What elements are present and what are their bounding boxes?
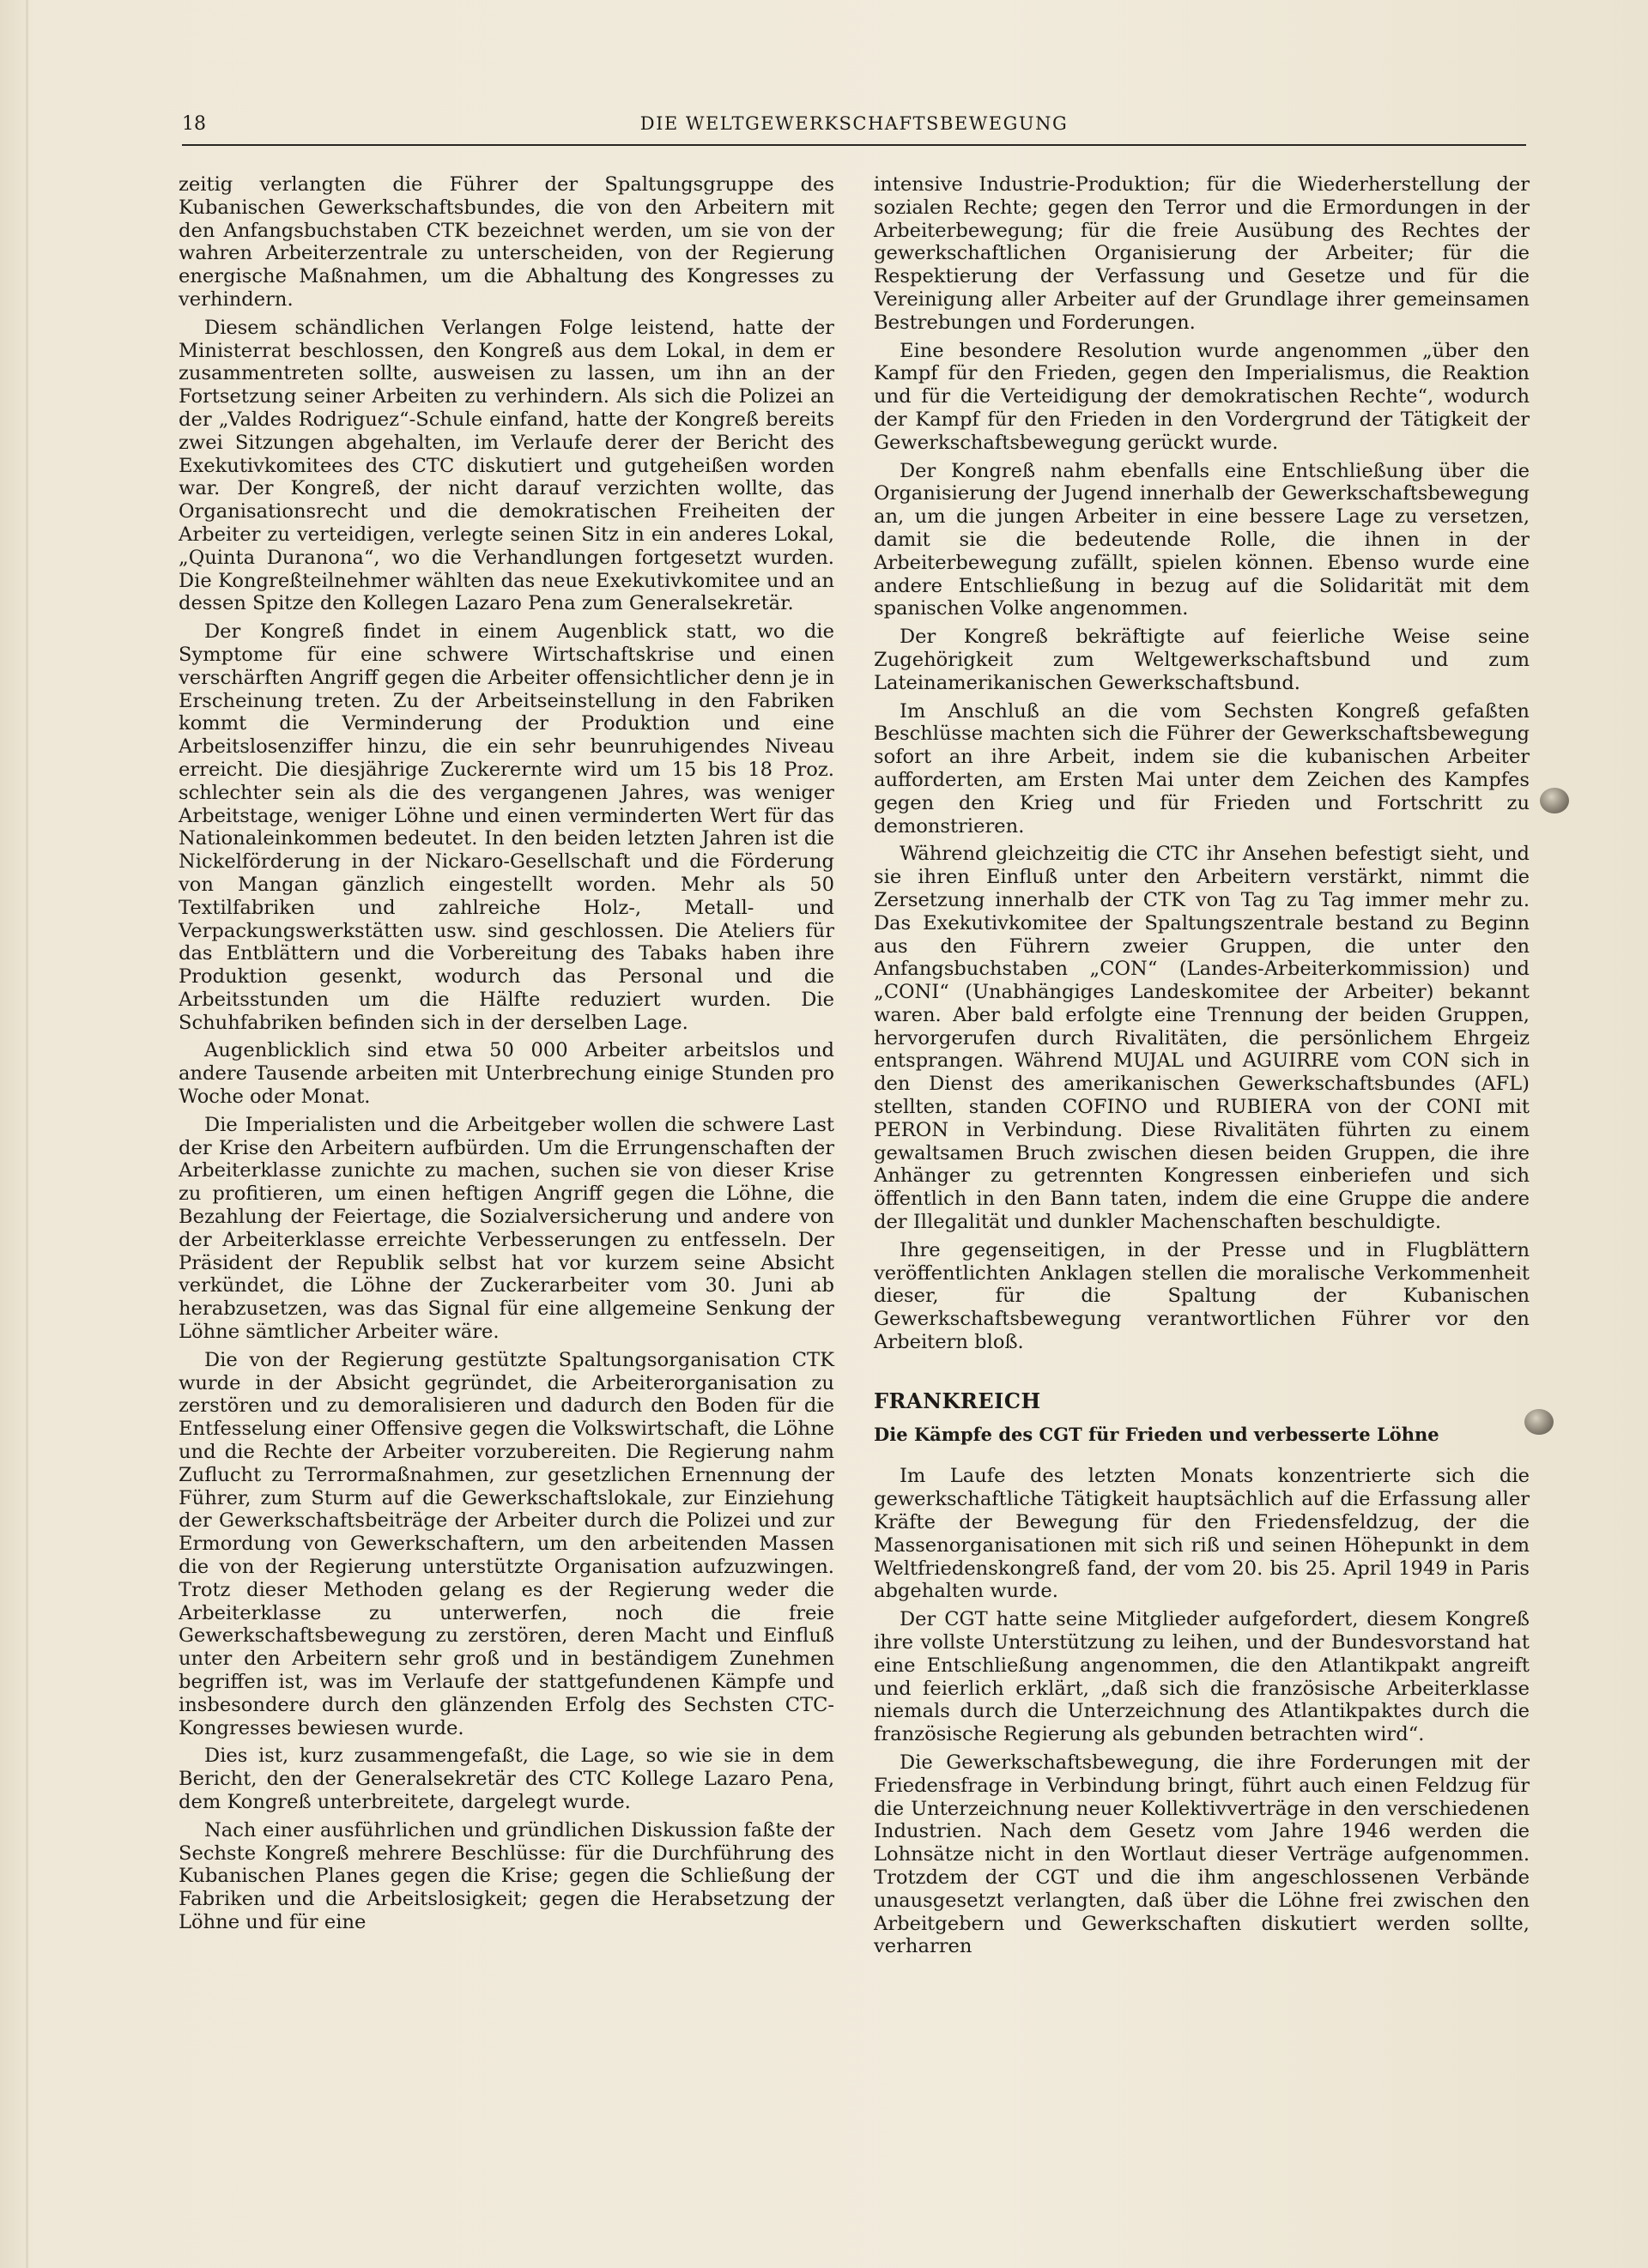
paragraph: Die von der Regierung gestützte Spaltungsorganisation CTK wurde in der Absicht gegründet, die Arbeiterorganisation zu zerstören und zu demoralisieren und dadurch den Boden für die Entfesselung einer Offensive gegen die Volkswirtschaft, die Löhne und die Rechte der Arbeiter vorzubereiten. Die Regierung nahm Zuflucht zu Terrormaßnahmen, zur gesetzlichen Ernennung der Führer, zum Sturm auf die Gewerkschaftslokale, zur Einziehung der Gewerkschaftsbeiträge der Arbeiter durch die Polizei und zur Ermordung von Gewerkschaftern, um den arbeitenden Massen die von der Regierung unterstützte Organisation aufzuzwingen. Trotz dieser Methoden gelang es der Regierung weder die Arbeiterklasse zu unterwerfen, noch die freie Gewerkschaftsbewegung zu zerstören, deren Macht und Einfluß unter den Arbeitern sehr groß und in beständigem Zunehmen begriffen ist, was im Verlaufe der stattgefundenen Kämpfe und insbesondere durch den glänzenden Erfolg des Sechsten CTC-Kongresses bewiesen wurde. — [179, 1348, 834, 1739]
section-title: FRANKREICH — [874, 1388, 1041, 1413]
paragraph: Eine besondere Resolution wurde angenommen „über den Kampf für den Frieden, gegen den Imperialismus, die Reaktion und für die Verteidigung der demokratischen Rechte“, wodurch der Kampf für den Frieden in den Vordergrund der Tätigkeit der Gewerkschaftsbewegung gerückt wurde. — [874, 339, 1530, 454]
paragraph: Dies ist, kurz zusammengefaßt, die Lage, so wie sie in dem Bericht, den der Generalsekretär des CTC Kollege Lazaro Pena, dem Kongreß unterbreitete, dargelegt wurde. — [179, 1745, 834, 1813]
left-column — [179, 173, 834, 1939]
paragraph: Ihre gegenseitigen, in der Presse und in Flugblättern veröffentlichten Anklagen stellen die moralische Verkommenheit dieser, für die Spaltung der Kubanischen Gewerkschaftsbewegung verantwortlichen Führer vor den Arbeitern bloß. — [874, 1238, 1530, 1354]
paragraph: Während gleichzeitig die CTC ihr Ansehen befestigt sieht, und sie ihren Einfluß unter den Arbeitern verstärkt, nimmt die Zersetzung innerhalb der CTK von Tag zu Tag immer mehr zu. Das Exekutivkomitee der Spaltungszentrale bestand zu Beginn aus den Führern zweier Gruppen, die unter den Anfangsbuchstaben „CON“ (Landes-Arbeiterkommission) und „CONI“ (Unabhängiges Landeskomitee der Arbeiter) bekannt waren. Aber bald erfolgte eine Trennung der beiden Gruppen, hervorgerufen durch Rivalitäten, die persönlichem Ehrgeiz entsprangen. Während MUJAL und AGUIRRE vom CON sich in den Dienst des amerikanischen Gewerkschaftsbundes (AFL) stellten, standen COFINO und RUBIERA von der CONI mit PERON in Verbindung. Diese Rivalitäten führten zu einem gewaltsamen Bruch zwischen diesen beiden Gruppen, die ihre Anhänger zu getrennten Kongressen einberiefen und sich öffentlich in den Bann taten, indem die eine Gruppe die andere der Illegalität und dunkler Machenschaften beschuldigte. — [874, 843, 1530, 1234]
running-header — [182, 110, 1526, 146]
paragraph: Im Laufe des letzten Monats konzentrierte sich die gewerkschaftliche Tätigkeit hauptsächlich auf die Erfassung aller Kräfte der Bewegung für den Friedensfeldzug, der die Massenorganisationen mit sich riß und seinen Höhepunkt in dem Weltfriedenskongreß fand, der vom 20. bis 25. April 1949 in Paris abgehalten wurde. — [874, 1465, 1530, 1603]
paragraph: Der Kongreß findet in einem Augenblick statt, wo die Symptome für eine schwere Wirtschaftskrise und einen verschärften Angriff gegen die Arbeiter offensichtlicher denn je in Erscheinung treten. Zu der Arbeitseinstellung in den Fabriken kommt die Verminderung der Produktion und eine Arbeitslosenziffer hinzu, die ein sehr beunruhigendes Niveau erreicht. Die diesjährige Zuckerernte wird um 15 bis 18 Proz. schlechter sein als die des vergangenen Jahres, was weniger Arbeitstage, weniger Löhne und einen verminderten Wert für das Nationaleinkommen bedeutet. In den beiden letzten Jahren ist die Nickelförderung in der Nickaro-Gesellschaft und die Förderung von Mangan gänzlich eingestellt worden. Mehr als 50 Textilfabriken und zahlreiche Holz-, Metall- und Verpackungswerkstätten usw. sind geschlossen. Die Ateliers für das Entblättern und die Vorbereitung des Tabaks haben ihre Produktion gesenkt, wodurch das Personal und die Arbeitsstunden um die Hälfte reduziert wurden. Die Schuhfabriken befinden sich in der derselben Lage. — [179, 620, 834, 1034]
paragraph: Der Kongreß bekräftigte auf feierliche Weise seine Zugehörigkeit zum Weltgewerkschaftsbund und zum Lateinamerikanischen Gewerkschaftsbund. — [874, 626, 1530, 694]
binding-staple-icon — [1524, 1409, 1554, 1435]
paper-edge-shadow — [26, 0, 28, 2268]
paragraph: Der Kongreß nahm ebenfalls eine Entschließung über die Organisierung der Jugend innerhalb der Gewerkschaftsbewegung an, um die jungen Arbeiter in eine bessere Lage zu versetzen, damit sie die bedeutende Rolle, die ihnen in der Arbeiterbewegung zufällt, spielen können. Ebenso wurde eine andere Entschließung in bezug auf die Solidarität mit dem spanischen Volke angenommen. — [874, 459, 1530, 620]
running-title: DIE WELTGEWERKSCHAFTSBEWEGUNG — [639, 113, 1069, 134]
paragraph: Die Gewerkschaftsbewegung, die ihre Forderungen mit der Friedensfrage in Verbindung bringt, führt auch einen Feldzug für die Unterzeichnung neuer Kollektivverträge in den verschiedenen Industrien. Nach dem Gesetz vom Jahre 1946 werden die Lohnsätze nicht in den Wortlaut dieser Verträge aufgenommen. Trotzdem der CGT und die ihm angeschlossenen Verbände unausgesetzt verlangten, daß über die Löhne frei zwischen den Arbeitgebern und Gewerkschaften diskutiert werden sollte, verharren — [874, 1751, 1530, 1958]
paragraph: Diesem schändlichen Verlangen Folge leistend, hatte der Ministerrat beschlossen, den Kongreß aus dem Lokal, in dem er zusammentreten sollte, ausweisen zu lassen, um ihn an der Fortsetzung seiner Arbeiten zu verhindern. Als sich die Polizei an der „Valdes Rodriguez“-Schule einfand, hatte der Kongreß bereits zwei Sitzungen abgehalten, im Verlaufe derer der Bericht des Exekutivkomitees des CTC diskutiert und gutgeheißen worden war. Der Kongreß, der nicht darauf verzichten wollte, das Organisationsrecht und die demokratischen Freiheiten der Arbeiter zu verteidigen, verlegte seinen Sitz in ein anderes Lokal, „Quinta Duranona“, wo die Verhandlungen fortgesetzt wurden. Die Kongreßteilnehmer wählten das neue Exekutivkomitee und an dessen Spitze den Kollegen Lazaro Pena zum Generalsekretär. — [179, 316, 834, 615]
right-column — [874, 173, 1530, 1963]
paragraph: Nach einer ausführlichen und gründlichen Diskussion faßte der Sechste Kongreß mehrere Beschlüsse: für die Durchführung des Kubanischen Planes gegen die Krise; gegen die Schließung der Fabriken und die Arbeitslosigkeit; gegen die Herabsetzung der Löhne und für eine — [179, 1818, 834, 1933]
page-number: 18 — [182, 113, 206, 135]
paragraph: intensive Industrie-Produktion; für die Wiederherstellung der sozialen Rechte; gegen den Terror und die Ermordungen in der Arbeiterbewegung; für die freie Ausübung des Rechtes der gewerkschaftlichen Organisierung der Arbeiter; für die Respektierung der Verfassung und Gesetze und für die Vereinigung aller Arbeiter auf der Grundlage ihrer gemeinsamen Bestrebungen und Forderungen. — [874, 173, 1530, 334]
paragraph: Augenblicklich sind etwa 50 000 Arbeiter arbeitslos und andere Tausende arbeiten mit Unterbrechung einige Stunden pro Woche oder Monat. — [179, 1039, 834, 1109]
paragraph: zeitig verlangten die Führer der Spaltungsgruppe des Kubanischen Gewerkschaftsbundes, die von den Arbeitern mit den Anfangsbuchstaben CTK bezeichnet werden, um sie von der wahren Arbeiterzentrale zu unterscheiden, von der Regierung energische Maßnahmen, um die Abhaltung des Kongresses zu verhindern. — [179, 173, 834, 311]
paragraph: Der CGT hatte seine Mitglieder aufgefordert, diesem Kongreß ihre vollste Unterstützung zu leihen, und der Bundesvorstand hat eine Entschließung angenommen, die den Atlantikpakt angreift und feierlich erklärt, „daß sich die französische Arbeiterklasse niemals durch die Unterzeichnung des Atlantikpaktes durch die französische Regierung als gebunden betrachten wird“. — [874, 1608, 1530, 1746]
paragraph: Im Anschluß an die vom Sechsten Kongreß gefaßten Beschlüsse machten sich die Führer der Gewerkschaftsbewegung sofort an ihre Arbeit, indem sie die kubanischen Arbeiter aufforderten, am Ersten Mai unter dem Zeichen des Kampfes gegen den Krieg und für Frieden und Fortschritt zu demonstrieren. — [874, 699, 1530, 838]
paragraph: Die Imperialisten und die Arbeitgeber wollen die schwere Last der Krise den Arbeitern aufbürden. Um die Errungenschaften der Arbeiterklasse zunichte zu machen, suchen sie von dieser Krise zu profitieren, um einen heftigen Angriff gegen die Löhne, die Bezahlung der Feiertage, die Sozialversicherung und andere von der Arbeiterklasse erreichte Verbesserungen zu entfesseln. Der Präsident der Republik selbst hat vor kurzem seine Absicht verkündet, die Löhne der Zuckerarbeiter vom 30. Juni ab herabzusetzen, was das Signal für eine allgemeine Senkung der Löhne sämtlicher Arbeiter wäre. — [179, 1113, 834, 1344]
binding-staple-icon — [1540, 788, 1569, 813]
section-subtitle: Die Kämpfe des CGT für Frieden und verbesserte Löhne — [874, 1423, 1439, 1445]
